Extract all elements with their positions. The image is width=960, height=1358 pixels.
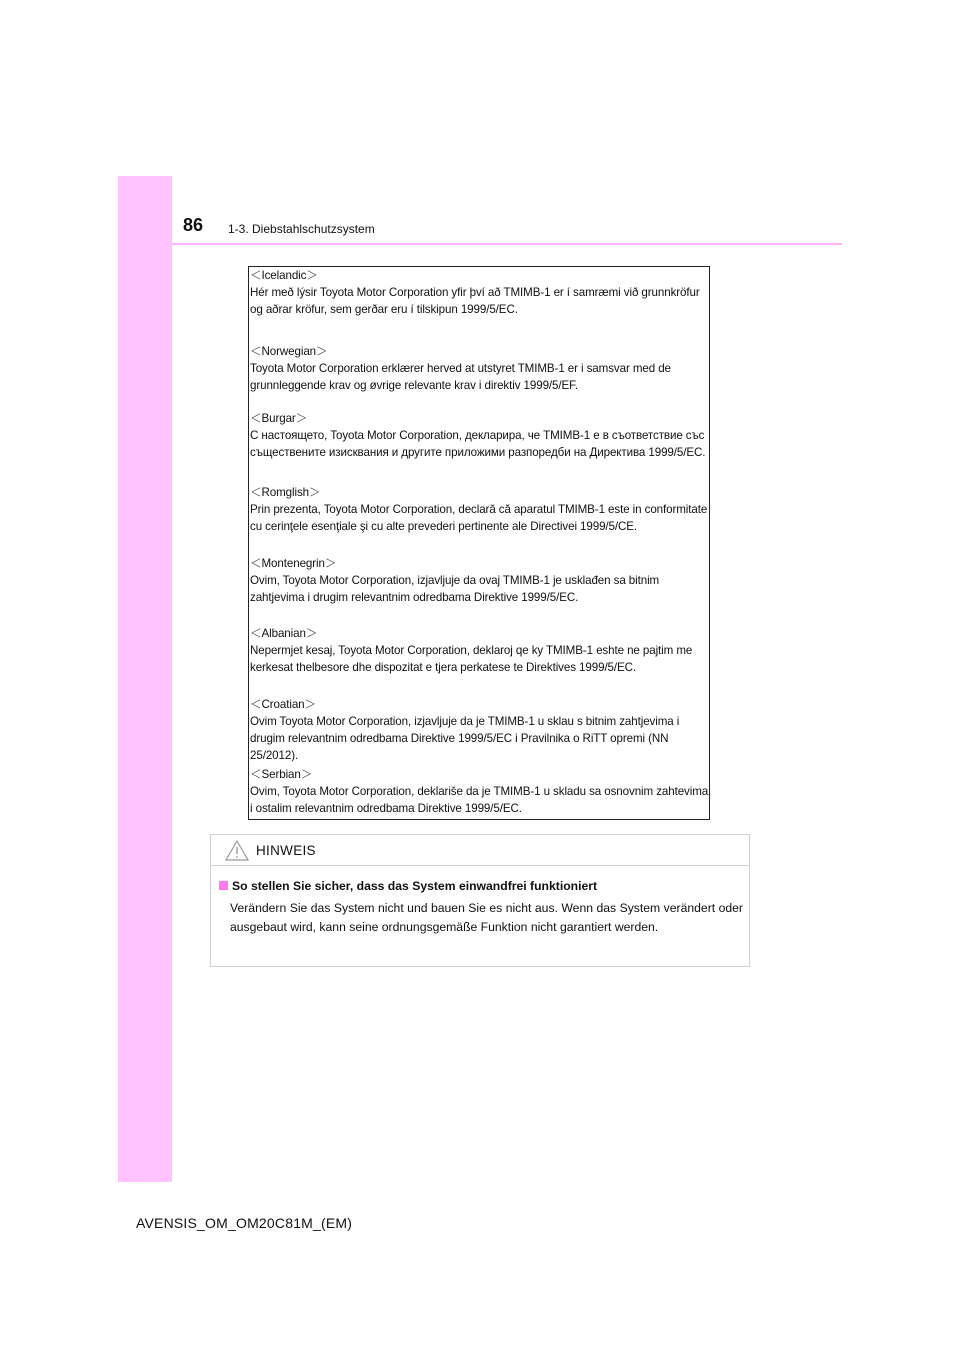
declaration-text: Ovim, Toyota Motor Corporation, izjavljuje da ovaj TMIMB-1 je usklađen sa bitnim zahtjevima i drugim relevantnim odredbama Direktive 1999/5/EC.	[250, 574, 660, 604]
note-title: HINWEIS	[256, 843, 316, 858]
note-body: Verändern Sie das System nicht und bauen Sie es nicht aus. Wenn das System verändert oder ausgebaut wird, kann seine ordnungsgemäße Funktion nicht garantiert werden.	[230, 901, 743, 934]
declaration-language: ＜Icelandic＞	[250, 269, 318, 282]
declaration-romglish	[250, 484, 710, 535]
declaration-albanian	[250, 625, 710, 676]
warning-triangle-icon	[225, 840, 249, 861]
note-heading-text: So stellen Sie sicher, dass das System einwandfrei funktioniert	[232, 879, 598, 893]
note-item	[219, 879, 743, 937]
declaration-text: Nepermjet kesaj, Toyota Motor Corporation, deklaroj qe ky TMIMB-1 eshte ne pajtim me kerkesat thelbesore dhe dispozitat e tjera perkatese te Direktives 1999/5/EC.	[250, 644, 693, 674]
note-header	[211, 835, 749, 866]
square-bullet-icon	[219, 881, 228, 890]
declaration-language: ＜Croatian＞	[250, 698, 317, 711]
header-divider	[172, 243, 842, 245]
declaration-language: ＜Burgar＞	[250, 412, 308, 425]
declaration-text: Prin prezenta, Toyota Motor Corporation, declară că aparatul TMIMB-1 este in conformitate cu cerinţele esenţiale şi cu alte prevederi pertinente ale Directivei 1999/5/CE.	[250, 503, 708, 533]
note-box	[210, 834, 750, 967]
declaration-icelandic	[250, 267, 710, 318]
declaration-burgar	[250, 410, 710, 461]
declaration-croatian	[250, 696, 710, 764]
declaration-text: Toyota Motor Corporation erklærer herved at utstyret TMIMB-1 er i samsvar med de grunnleggende krav og øvrige relevante krav i direktiv 1999/5/EF.	[250, 362, 671, 392]
declaration-serbian	[250, 766, 710, 817]
declaration-box	[248, 266, 710, 820]
declaration-norwegian	[250, 343, 710, 394]
side-tab-band	[118, 176, 172, 1182]
declaration-language: ＜Romglish＞	[250, 486, 321, 499]
declaration-language: ＜Serbian＞	[250, 768, 313, 781]
declaration-montenegrin	[250, 555, 710, 606]
declaration-language: ＜Norwegian＞	[250, 345, 328, 358]
footer-document-code: AVENSIS_OM_OM20C81M_(EM)	[136, 1215, 353, 1231]
declaration-text: Ovim Toyota Motor Corporation, izjavljuje da je TMIMB-1 u sklau s bitnim zahtjevima i drugim relevantnim odredbama Direktive 1999/5/EC i Pravilnika o RiTT opremi (NN 25/2012).	[250, 715, 680, 762]
page-number: 86	[183, 215, 204, 235]
declaration-language: ＜Montenegrin＞	[250, 557, 337, 570]
note-heading	[219, 879, 743, 893]
declaration-text: Hér með lýsir Toyota Motor Corporation yfir því að TMIMB-1 er í samræmi við grunnkröfur og aðrar kröfur, sem gerðar eru í tilskipun 1999/5/EC.	[250, 286, 700, 316]
section-title: 1-3. Diebstahlschutzsystem	[228, 222, 375, 236]
declaration-text: С настоящето, Toyota Motor Corporation, декларира, че TMIMB-1 е в съответствие със съществените изисквания и другите приложими разпоредби на Директива 1999/5/EC.	[250, 429, 706, 459]
declaration-language: ＜Albanian＞	[250, 627, 318, 640]
declaration-text: Ovim, Toyota Motor Corporation, deklariše da je TMIMB-1 u skladu sa osnovnim zahtevima i ostalim relevantnim odredbama Direktive 1999/5/EC.	[250, 785, 709, 815]
